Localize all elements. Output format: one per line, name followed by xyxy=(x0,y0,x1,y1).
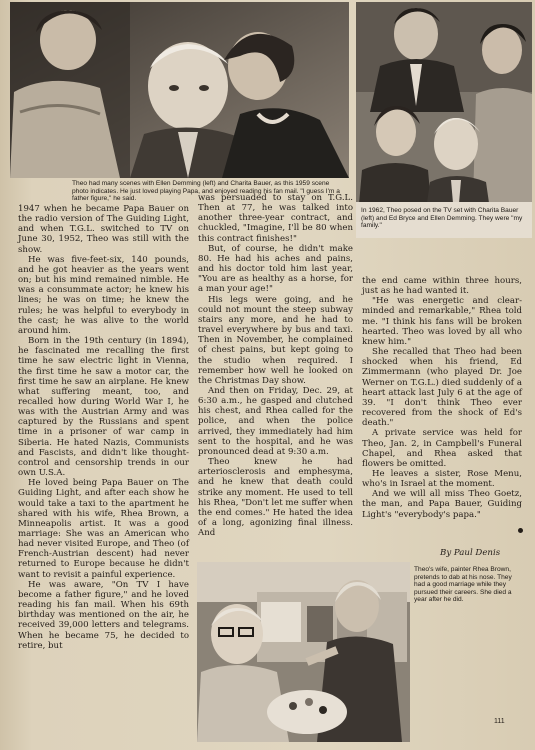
col2-para-4: And then on Friday, Dec. 29, at 6:30 a.m., he gasped and clutched his chest, and Rhea called for the police, and when the police arrived, they immediately had him sent to the hospital, and he was pronounced dead at 9:30 a.m. xyxy=(198,385,353,457)
photo-bottom xyxy=(197,562,410,742)
photo-top-left-art xyxy=(10,2,349,178)
col2-para-5: Theo knew he had arteriosclerosis and emphesyma, and he knew that death could strike any moment. He used to tell his Rhea, "Don't let me suffer when the end comes." He hated the idea of a long, agonizing final illness. And xyxy=(198,457,353,539)
photo-top-right xyxy=(356,2,532,238)
photo-top-left xyxy=(10,2,349,178)
end-mark xyxy=(518,528,523,533)
article-column-3 xyxy=(362,276,522,520)
col2-para-3: His legs were going, and he could not mount the steep subway stairs any more, and he had to travel everywhere by bus and taxi. Then in November, he complained of chest pains, but kept going to the studio when required. I remember how well he looked on the Christmas Day show. xyxy=(198,294,353,386)
caption-top-right: In 1962, Theo posed on the TV set with Charita Bauer (left) and Ed Bryce and Ellen Demming. They were "my family." xyxy=(361,207,523,230)
col1-para-1: 1947 when he became Papa Bauer on the radio version of The Guiding Light, and when T.G.L. switched to TV on June 30, 1952, Theo was still with the show. xyxy=(18,204,189,255)
col3-para-2: "He was energetic and clear-minded and remarkable," Rhea told me. "I think his fans will be broken hearted. Theo was loved by all who knew him." xyxy=(362,296,522,347)
col3-para-1: the end came within three hours, just as he had wanted it. xyxy=(362,276,522,297)
article-column-1 xyxy=(18,204,189,651)
byline: By Paul Denis xyxy=(440,548,501,558)
col3-para-3: She recalled that Theo had been shocked when his friend, Ed Zimmermann (who played Dr. Joe Werner on T.G.L.) died suddenly of a heart attack last July 6 at the age of 39. "I don't think Theo ever recovered from the shock of Ed's death." xyxy=(362,347,522,429)
col1-para-4: He loved being Papa Bauer on The Guiding Light, and after each show he would take a taxi to the apartment he shared with his wife, Rhea Brown, a Minneapolis artist. It was a good marriage: She was an American who had never visited Europe, and Theo (of French-Austrian descent) had never returned to Europe because he didn't want to revisit a painful experience. xyxy=(18,478,189,580)
article-column-2 xyxy=(198,193,353,538)
photo-bottom-art xyxy=(197,562,410,742)
col3-para-4: A private service was held for Theo, Jan. 2, in Campbell's Funeral Chapel, and Rhea asked that flowers be omitted. xyxy=(362,428,522,469)
col3-para-6: And we will all miss Theo Goetz, the man, and Papa Bauer, Guiding Light's "everybody's papa." xyxy=(362,489,522,520)
photo-top-right-art xyxy=(356,2,532,238)
col2-para-1: was persuaded to stay on T.G.L. Then at 77, he was talked into another three-year contract, and chuckled, "Imagine, I'll be 80 when this contract finishes!" xyxy=(198,193,353,244)
col1-para-2: He was five-feet-six, 140 pounds, and he got heavier as the years went on; but his mind remained nimble. He was a consummate actor; he knew his lines; he was on time; he knew the rules; he was helpful to everybody in the cast; he was alive to the world around him. xyxy=(18,254,189,336)
caption-top-left: Theo had many scenes with Ellen Demming (left) and Charita Bauer, as this 1959 scene photo indicates. He just loved playing Papa, and enjoyed reading his fan mail. "I guess I'm a father figure," he said. xyxy=(72,180,340,203)
caption-bottom: Theo's wife, painter Rhea Brown, pretends to dab at his nose. They had a good marriage while they pursued their careers. She died a year after he did. xyxy=(414,566,512,604)
col1-para-3: Born in the 19th century (in 1894), he fascinated me recalling the first time he saw electric light in Vienna, the first time he saw a motor car, the first time he saw an airplane. He knew what suffering meant, too, and recalled how during World War I, he was with the Austrian Army and was captured by the Russians and spent time in a prisoner of war camp in Siberia. He hated Nazis, Communists and Fascists, and didn't like thought-control and censorship trends in our own U.S.A. xyxy=(18,336,189,479)
col2-para-2: But, of course, he didn't make 80. He had his aches and pains, and his doctor told him last year, "You are as healthy as a horse, for a man your age!" xyxy=(198,243,353,295)
page-number: 111 xyxy=(494,718,505,725)
col1-para-5: He was aware, "On TV I have become a father figure," and he loved reading his fan mail. When his 69th birthday was mentioned on the air, he received 39,000 letters and telegrams. When he became 75, he decided to retire, but xyxy=(18,579,189,651)
col3-para-5: He leaves a sister, Rose Menu, who's in Israel at the moment. xyxy=(362,468,522,490)
